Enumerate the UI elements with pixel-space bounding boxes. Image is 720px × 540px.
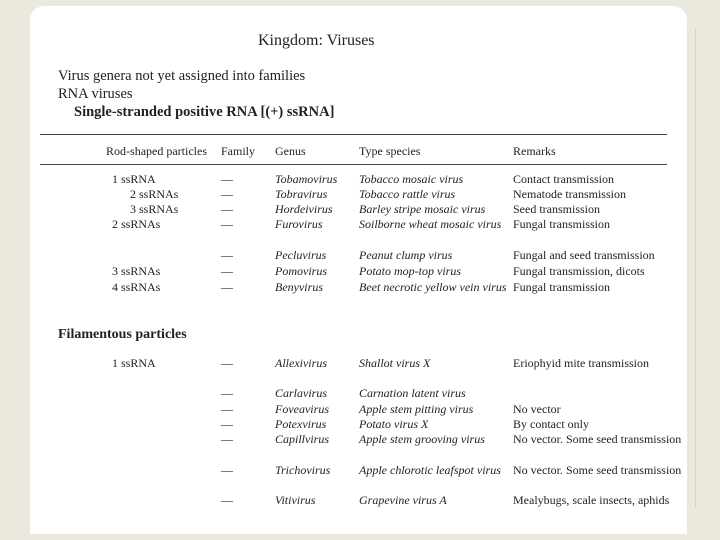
cell-remarks: Nematode transmission bbox=[513, 187, 626, 201]
header-family: Family bbox=[221, 144, 256, 158]
cell-species: Tobacco mosaic virus bbox=[359, 172, 464, 186]
header-particles: Rod-shaped particles bbox=[106, 144, 207, 158]
cell-particles: 4 ssRNAs bbox=[112, 280, 161, 294]
cell-particles: 3 ssRNAs bbox=[112, 264, 161, 278]
cell-species: Potato virus X bbox=[359, 417, 429, 431]
cell-remarks: Fungal transmission bbox=[513, 280, 611, 294]
page-title: Kingdom: Viruses bbox=[258, 32, 375, 49]
subtitle-genera: Virus genera not yet assigned into families bbox=[58, 68, 306, 84]
cell-genus: Furovirus bbox=[275, 217, 323, 231]
cell-species: Tobacco rattle virus bbox=[359, 187, 456, 201]
cell-genus: Foveavirus bbox=[275, 402, 329, 416]
cell-remarks: By contact only bbox=[513, 417, 589, 431]
cell-remarks: Fungal transmission, dicots bbox=[513, 264, 645, 278]
cell-genus: Capillvirus bbox=[275, 432, 330, 446]
cell-family: — bbox=[221, 187, 233, 201]
cell-particles: 3 ssRNAs bbox=[130, 202, 179, 216]
cell-family: — bbox=[221, 432, 233, 446]
cell-remarks: No vector bbox=[513, 402, 561, 416]
cell-remarks: Fungal transmission bbox=[513, 217, 611, 231]
header-bottom-rule bbox=[40, 164, 667, 165]
subtitle-ssrna: Single-stranded positive RNA [(+) ssRNA] bbox=[74, 104, 335, 120]
cell-particles: 2 ssRNAs bbox=[112, 217, 161, 231]
cell-family: — bbox=[221, 402, 233, 416]
cell-remarks: No vector. Some seed transmission bbox=[513, 432, 682, 446]
cell-remarks: Contact transmission bbox=[513, 172, 614, 186]
cell-family: — bbox=[221, 264, 233, 278]
cell-genus: Trichovirus bbox=[275, 463, 331, 477]
cell-species: Potato mop-top virus bbox=[359, 264, 461, 278]
cell-family: — bbox=[221, 463, 233, 477]
cell-species: Peanut clump virus bbox=[359, 248, 453, 262]
header-species: Type species bbox=[359, 144, 421, 158]
cell-family: — bbox=[221, 280, 233, 294]
cell-genus: Pomovirus bbox=[275, 264, 327, 278]
cell-particles: 2 ssRNAs bbox=[130, 187, 179, 201]
cell-family: — bbox=[221, 202, 233, 216]
cell-remarks: Seed transmission bbox=[513, 202, 600, 216]
header-genus: Genus bbox=[275, 144, 306, 158]
cell-species: Soilborne wheat mosaic virus bbox=[359, 217, 502, 231]
cell-species: Barley stripe mosaic virus bbox=[359, 202, 486, 216]
right-border-line bbox=[695, 28, 696, 508]
cell-particles: 1 ssRNA bbox=[112, 356, 156, 370]
table-header bbox=[0, 144, 700, 160]
cell-genus: Allexivirus bbox=[275, 356, 327, 370]
cell-remarks: Eriophyid mite transmission bbox=[513, 356, 649, 370]
cell-species: Shallot virus X bbox=[359, 356, 431, 370]
cell-genus: Vitivirus bbox=[275, 493, 316, 507]
cell-species: Carnation latent virus bbox=[359, 386, 466, 400]
cell-genus: Benyvirus bbox=[275, 280, 323, 294]
cell-genus: Tobravirus bbox=[275, 187, 328, 201]
filamentous-heading: Filamentous particles bbox=[58, 327, 187, 342]
header-top-rule bbox=[40, 134, 667, 135]
cell-remarks: Fungal and seed transmission bbox=[513, 248, 655, 262]
cell-family: — bbox=[221, 172, 233, 186]
cell-genus: Tobamovirus bbox=[275, 172, 338, 186]
cell-family: — bbox=[221, 493, 233, 507]
cell-family: — bbox=[221, 217, 233, 231]
cell-species: Apple stem grooving virus bbox=[359, 432, 485, 446]
cell-species: Beet necrotic yellow vein virus bbox=[359, 280, 507, 294]
cell-genus: Pecluvirus bbox=[275, 248, 327, 262]
cell-particles: 1 ssRNA bbox=[112, 172, 156, 186]
cell-species: Apple stem pitting virus bbox=[359, 402, 474, 416]
cell-remarks: Mealybugs, scale insects, aphids bbox=[513, 493, 670, 507]
cell-species: Grapevine virus A bbox=[359, 493, 447, 507]
cell-family: — bbox=[221, 417, 233, 431]
cell-family: — bbox=[221, 248, 233, 262]
cell-genus: Hordeivirus bbox=[275, 202, 333, 216]
slide bbox=[30, 6, 687, 534]
cell-remarks: No vector. Some seed transmission bbox=[513, 463, 682, 477]
subtitle-rna: RNA viruses bbox=[58, 86, 133, 102]
cell-species: Apple chlorotic leafspot virus bbox=[359, 463, 501, 477]
cell-genus: Carlavirus bbox=[275, 386, 328, 400]
header-remarks: Remarks bbox=[513, 144, 556, 158]
cell-family: — bbox=[221, 386, 233, 400]
cell-genus: Potexvirus bbox=[275, 417, 327, 431]
cell-family: — bbox=[221, 356, 233, 370]
